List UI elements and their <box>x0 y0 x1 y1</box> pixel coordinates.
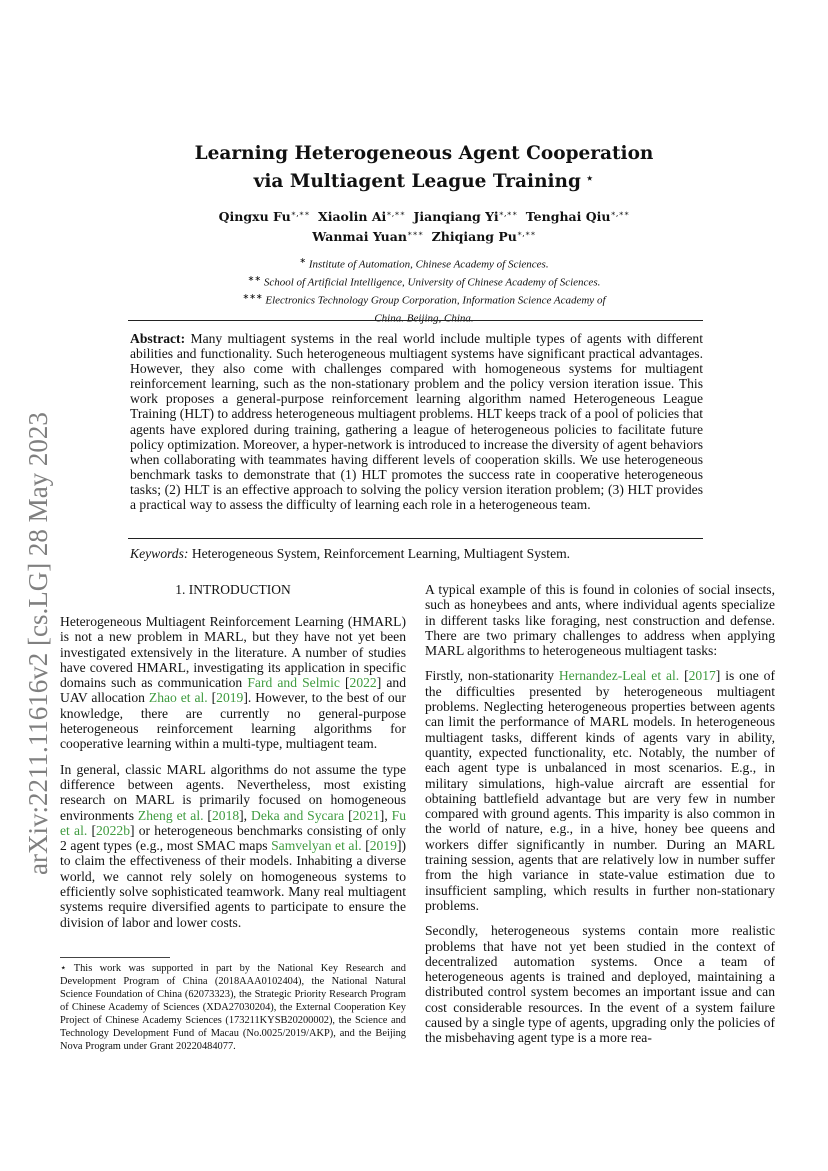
body-text: ], <box>239 807 252 823</box>
abstract-text: Many multiagent systems in the real world include multiple types of agents with different abilities and functionality. Such heterogeneous multiagent systems have significant practical advantages. However, they also come with challenges compared with homogeneous systems for multiagent reinforcement learning, such as the non-stationary problem and the policy version iteration issue. This work proposes a general-purpose reinforcement learning algorithm named Heterogeneous League Training (HLT) to address heterogeneous multiagent problems. HLT keeps track of a pool of policies that agents have explored during training, gathering a league of heterogeneous policies to facilitate future policy optimization. Moreover, a hyper-network is introduced to increase the diversity of agent behaviors when collaborating with teammates having different levels of cooperation skills. We use heterogeneous benchmark tasks to demonstrate that (1) HLT promotes the success rate in cooperative heterogeneous tasks; (2) HLT is an effective approach to solving the policy version iteration problem; (3) HLT provides a practical way to assess the difficulty of learning each role in a heterogeneous team. <box>130 331 703 513</box>
paragraph <box>60 614 406 752</box>
citation-link[interactable]: Fard and Selmic <box>247 675 340 691</box>
citation-link[interactable]: 2019 <box>216 690 244 706</box>
keywords-text: Heterogeneous System, Reinforcement Learning, Multiagent System. <box>191 546 571 561</box>
paragraph <box>425 582 775 658</box>
affiliation-mark: ∗∗∗ <box>242 292 263 302</box>
body-text: ] or heterogeneous benchmarks consisting of only 2 agent types (e.g., most SMAC maps <box>60 822 406 854</box>
body-text: Secondly, heterogeneous systems contain more realistic problems that have not yet been studied in the context of decentralized automation systems. Once a team of heterogeneous agents is trained and deployed, maintaining a distributed control system becomes an important issue and can cost considerable resources. In the event of a system failure caused by a single type of agents, upgrading only the policies of the misbehaving agent type is a more rea- <box>425 923 775 1046</box>
citation-link[interactable]: 2021 <box>352 807 380 823</box>
author-name: Tenghai Qiu <box>525 209 611 225</box>
affiliation-line <box>110 272 738 290</box>
body-text: [ <box>339 675 350 691</box>
citation-link[interactable]: Hernandez-Leal et al. <box>558 668 680 684</box>
body-text: [ <box>679 668 689 684</box>
citation-link[interactable]: Fu et al. <box>60 807 407 838</box>
affiliation-text: Electronics Technology Group Corporation, Information Science Academy of <box>262 294 606 307</box>
citation-link[interactable]: Samvelyan et al. <box>271 838 362 854</box>
left-column <box>60 614 406 940</box>
body-text: [ <box>203 807 212 823</box>
affiliation-text: Institute of Automation, Chinese Academy of Sciences. <box>306 258 549 271</box>
author-name: Zhiqiang Pu <box>431 229 517 245</box>
affiliation-mark: ∗∗ <box>247 274 262 284</box>
author-affiliation-marks: ∗,∗∗ <box>386 209 406 218</box>
author-name: Wanmai Yuan <box>312 229 407 245</box>
author <box>414 209 518 224</box>
citation-link[interactable]: 2018 <box>211 807 240 823</box>
affiliation-line <box>110 308 738 326</box>
author <box>432 229 536 244</box>
citation-link[interactable]: 2022b <box>96 822 130 838</box>
affiliation-line <box>110 254 738 272</box>
keywords-label: Keywords: <box>130 546 189 561</box>
footnote-rule <box>60 957 170 958</box>
body-text: A typical example of this is found in colonies of social insects, such as honeybees and ants, where individual agents specialize in different tasks like foraging, nest construction and defense. There are two primary challenges to address when applying MARL algorithms to heterogeneous multiagent tasks: <box>425 582 775 659</box>
abstract-top-rule <box>128 320 703 321</box>
author-list <box>110 205 738 245</box>
author-affiliation-marks: ∗∗∗ <box>406 229 424 239</box>
author <box>526 209 630 224</box>
keywords <box>130 546 703 561</box>
author-row-1 <box>110 205 738 225</box>
author-name: Jianqiang Yi <box>413 209 499 225</box>
arxiv-stamp-text: arXiv:2211.11616v2 [cs.LG] 28 May 2023 <box>23 412 53 875</box>
body-text: ] is one of the difficulties presented by heterogeneous multiagent problems. Neglecting heterogeneous properties between agents can limit the performance of MARL models. In heterogeneous multiagent tasks, different kinds of agents vary in ability, quantity, expected functionality, etc. Notably, the number of each agent type is unbalanced in most scenarios. E.g., in military simulations, high-value aircraft are essential for obtaining battlefield advantage but are very few in number compared with ground agents. This imparity is also common in the world of nature, e.g., in a hive, honey bee queens and workers differ significantly in number. During an MARL training session, agents that are relatively low in number suffer from the high variance in state-value estimation due to insufficient sampling, which results in further non-stationary problems. <box>425 668 775 913</box>
footnote-mark: ⋆ <box>60 963 67 974</box>
citation-link[interactable]: 2017 <box>688 668 716 684</box>
paragraph <box>425 668 775 913</box>
title-line-2-text: via Multiagent League Training <box>253 171 581 192</box>
body-text: Heterogeneous Multiagent Reinforcement Learning (HMARL) is not a new problem in MARL, but they have not yet been investigated extensively in the literature. A number of studies have covered HMARL, investigating its application in specific domains such as communication <box>60 614 406 691</box>
citation-link[interactable]: 2019 <box>369 838 397 854</box>
section-heading-introduction: 1. INTRODUCTION <box>175 582 291 597</box>
affiliation-line <box>110 290 738 308</box>
title-line-2 <box>110 166 738 194</box>
author-affiliation-marks: ∗,∗∗ <box>610 209 630 218</box>
body-text: [ <box>361 838 370 854</box>
affiliation-text: School of Artificial Intelligence, University of Chinese Academy of Sciences. <box>261 276 601 289</box>
body-text: ], <box>379 807 392 823</box>
body-text: [ <box>87 822 96 838</box>
footnote <box>60 962 406 1053</box>
right-column <box>425 582 775 1056</box>
author <box>219 209 310 224</box>
arxiv-identifier-stamp <box>14 355 58 875</box>
author-name: Qingxu Fu <box>218 209 291 225</box>
citation-link[interactable]: Zheng et al. <box>137 807 204 823</box>
body-text: Firstly, non-stationarity <box>425 668 559 684</box>
author <box>312 229 423 244</box>
abstract <box>130 331 703 512</box>
author <box>318 209 405 224</box>
footnote-text: This work was supported in part by the National Key Research and Development Program of China (2018AAA0102404), the National Natural Science Foundation of China (62073323), the Strategic Priority Research Program of Chinese Academy of Sciences (XDA27030204), the External Cooperation Key Project of Chinese Academy Sciences (173211KYSB20200002), the Science and Technology Development Fund of Macau (No.0025/2019/AKP), and the Beijing Nova Program under Grant 20220484077. <box>60 963 406 1052</box>
citation-link[interactable]: 2022 <box>349 675 377 691</box>
author-name: Xiaolin Ai <box>318 209 387 225</box>
author-affiliation-marks: ∗,∗∗ <box>516 229 536 239</box>
paper-title <box>110 141 738 194</box>
affiliation-text: China. Beijing, China. <box>374 313 474 326</box>
body-text: ] and UAV allocation <box>60 675 406 706</box>
paragraph <box>425 923 775 1045</box>
body-text: ]. However, to the best of our knowledge, there are currently no general-purpose heterogeneous reinforcement learning algorithms for cooperative learning within a multi-type, multiagent team. <box>60 690 406 752</box>
affiliations <box>110 254 738 327</box>
body-text: ]) to claim the effectiveness of their models. Inhabiting a diverse world, we cannot rely solely on homogeneous systems to efficiently solve sophisticated teamwork. Many real multiagent systems require diversified agents to participate to ensure the division of labor and lower costs. <box>60 838 406 930</box>
citation-link[interactable]: Zhao et al. <box>148 690 208 706</box>
body-text: In general, classic MARL algorithms do not assume the type difference between agents. Nevertheless, most existing research on MARL is primarily focused on homogeneous environments <box>60 761 406 823</box>
author-row-2 <box>110 225 738 245</box>
abstract-bottom-rule <box>128 538 703 539</box>
abstract-label: Abstract: <box>130 331 186 346</box>
affiliation-mark: ∗ <box>299 256 307 265</box>
title-footnote-mark: ⋆ <box>584 169 595 187</box>
author-affiliation-marks: ∗,∗∗ <box>290 209 310 218</box>
paragraph <box>60 762 406 930</box>
citation-link[interactable]: Deka and Sycara <box>251 807 345 823</box>
body-text: [ <box>207 690 217 706</box>
author-affiliation-marks: ∗,∗∗ <box>498 209 518 218</box>
arxiv-stamp-graphic <box>14 355 58 875</box>
title-line-1: Learning Heterogeneous Agent Cooperation <box>194 143 654 164</box>
body-text: [ <box>344 807 353 823</box>
